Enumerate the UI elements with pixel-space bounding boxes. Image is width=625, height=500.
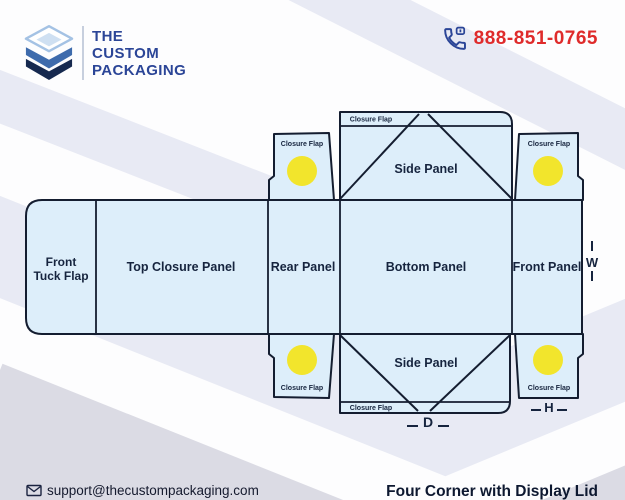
label-closure-flap-tab: Closure Flap: [280, 385, 324, 392]
label-closure-flap-tab: Closure Flap: [527, 141, 571, 148]
label-top-closure-panel: Top Closure Panel: [126, 260, 236, 274]
brand-logo: [24, 24, 186, 86]
product-title: Four Corner with Display Lid: [386, 483, 598, 500]
phone-number[interactable]: 888-851-0765: [473, 28, 598, 49]
dimension-w: W: [585, 255, 599, 270]
label-front-panel: Front Panel: [512, 260, 582, 274]
dimension-d: D: [422, 414, 434, 430]
glue-dot: [287, 156, 317, 186]
label-closure-flap-strip-bottom: Closure Flap: [349, 405, 393, 412]
label-closure-flap-strip-top: Closure Flap: [349, 116, 393, 124]
label-side-panel-top: Side Panel: [394, 162, 458, 176]
glue-dot: [287, 345, 317, 375]
phone-contact[interactable]: [442, 26, 598, 52]
label-closure-flap-tab: Closure Flap: [527, 385, 571, 392]
dimension-h: H: [544, 400, 554, 415]
label-side-panel-bottom: Side Panel: [394, 356, 458, 370]
logo-word-the: THE: [92, 28, 124, 45]
support-email[interactable]: [26, 483, 259, 498]
logo-divider: [82, 26, 84, 80]
support-email-text[interactable]: support@thecustompackaging.com: [47, 483, 259, 498]
envelope-icon: [26, 484, 42, 497]
glue-dot: [533, 156, 563, 186]
label-front-tuck-flap-line1: Front: [45, 255, 77, 269]
logo-word-packaging: PACKAGING: [92, 62, 187, 79]
stacked-boxes-logo-icon: [24, 24, 74, 86]
glue-dot: [533, 345, 563, 375]
label-closure-flap-tab: Closure Flap: [280, 141, 324, 148]
label-front-tuck-flap-line2: Tuck Flap: [33, 269, 89, 283]
label-bottom-panel: Bottom Panel: [385, 260, 467, 274]
label-rear-panel: Rear Panel: [270, 260, 336, 274]
logo-word-custom: CUSTOM: [92, 45, 160, 62]
phone-icon: [442, 26, 468, 52]
